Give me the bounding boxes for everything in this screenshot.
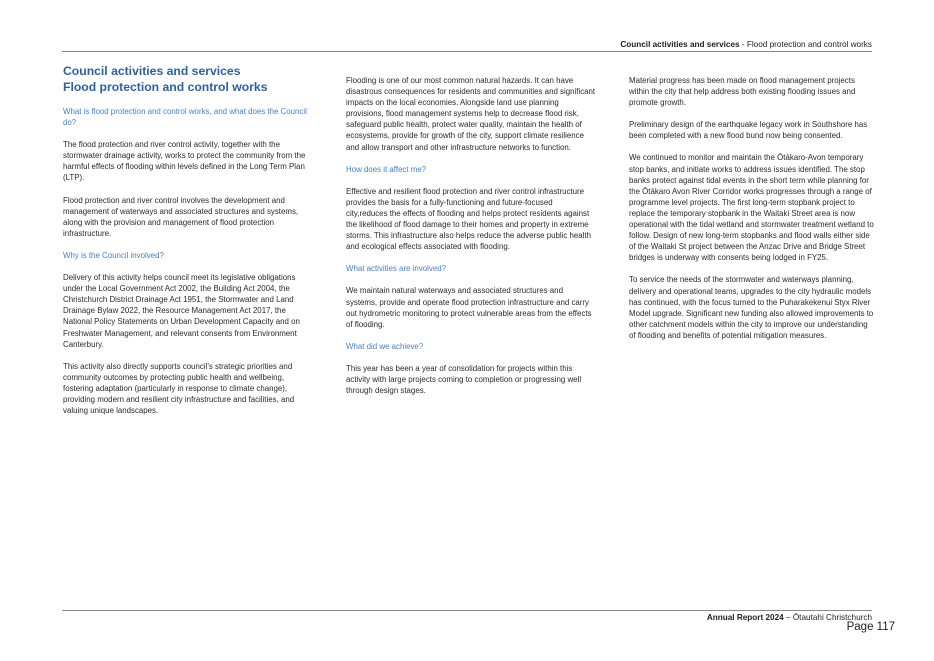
running-footer: [62, 610, 872, 622]
question-heading: What activities are involved?: [346, 264, 446, 274]
title-line-1: Council activities and services: [63, 64, 241, 78]
column-2: [346, 75, 596, 407]
question-heading: How does it affect me?: [346, 164, 427, 174]
header-separator: -: [739, 40, 747, 49]
paragraph: This year has been a year of consolidation for projects within this activity with large projects coming to completion or progressing well through design stages.: [346, 363, 582, 396]
paragraph: Delivery of this activity helps council meet its legislative obligations under the Local Government Act 2002, the Building Act 2004, the Christchurch District Drainage Act 1951, the Stormwater and Land Drainage Bylaw 2022, the Resource Management Act 2017, the National Policy Statements on Urban Development Capacity and on Freshwater Management, and relevant consents from Environment Canterbury.: [63, 273, 300, 349]
footer-separator: –: [783, 613, 793, 622]
paragraph: Flood protection and river control involves the development and management of waterways and associated structures and systems, along with the provision and management of flood protection infrastructure.: [63, 195, 299, 238]
paragraph: We maintain natural waterways and associated structures and systems, provide and operate flood protection infrastructure and carry out hydrometric monitoring to protect vulnerable areas from the effects of flooding.: [346, 286, 592, 329]
header-subsection: Flood protection and control works: [746, 40, 872, 49]
title-line-2: Flood protection and control works: [63, 79, 268, 94]
page-number: Page 117: [846, 621, 895, 633]
footer-place: Ōtautahi Christchurch: [792, 613, 872, 622]
paragraph: We continued to monitor and maintain the Ōtākaro-Avon temporary stop banks, and initiate works to address issues identified. The stop banks protect against tidal events in the short term while planning for the Ōtākaro Avon River Corridor works progresses through a range of programme level projects. The first long-term stopbank project to replace the temporary stopbank in the Waitaki Street area is now operational with the tidal wetland and stormwater treatment wetland to follow. Design of new long-term stopbanks and flood walls either side of the Waitaki St project between the Anzac Drive and Bridge Street bridges is underway with consents being lodged in FY25.: [629, 153, 874, 263]
paragraph: To service the needs of the stormwater and waterways planning, delivery and operational teams, upgrades to the city hydraulic models has continued, with the focus turned to the Puharakekenui Styx River Model upgrade. Significant new funding also allowed improvements to other catchment models within the city to improve our understanding of flooding and benefits of potential mitigation measures.: [629, 275, 874, 340]
question-heading: What is flood protection and control works, and what does the Council do?: [63, 107, 307, 128]
question-heading: Why is the Council involved?: [63, 250, 164, 260]
question-heading: What did we achieve?: [346, 341, 424, 351]
column-1: [63, 64, 316, 427]
footer-report: Annual Report 2024: [706, 613, 784, 622]
column-3: [629, 75, 874, 352]
paragraph: Material progress has been made on flood management projects within the city that help address both existing flooding issues and promote growth.: [629, 76, 856, 108]
paragraph: This activity also directly supports council’s strategic priorities and community outcomes by protecting public health and wellbeing, fostering adaptation (particularly in response to climate change), providing modern and resilient city infrastructure and facilities, and valuing unique landscapes.: [63, 361, 295, 416]
header-section: Council activities and services: [620, 40, 740, 49]
paragraph: Flooding is one of our most common natural hazards. It can have disastrous consequences for residents and communities and significant impacts on the local economies. Alongside land use planning provisions, flood management systems help to decrease flood risk, safeguard public health, protect water quality, maintain the health of ecosystems, provide for growth of the city, support climate resilience and allow transport and other infrastructure networks to function.: [346, 76, 596, 152]
paragraph: The flood protection and river control activity, together with the stormwater drainage activity, works to protect the community from the harmful effects of flooding within levels defined in the Long Term Plan (LTP).: [63, 140, 306, 183]
paragraph: Preliminary design of the earthquake legacy work in Southshore has been completed with a new flood bund now being consented.: [629, 120, 868, 141]
running-header: [62, 40, 872, 52]
page-title: [63, 64, 316, 95]
paragraph: Effective and resilient flood protection and river control infrastructure provides the basis for a fully-functioning and future-focused city,reduces the effects of flooding and helps protect residents against the likelihood of flood damage to their homes and property in extreme storms. This infrastructure also helps reduce the adverse public health and ecological effects associated with flooding.: [346, 186, 592, 252]
